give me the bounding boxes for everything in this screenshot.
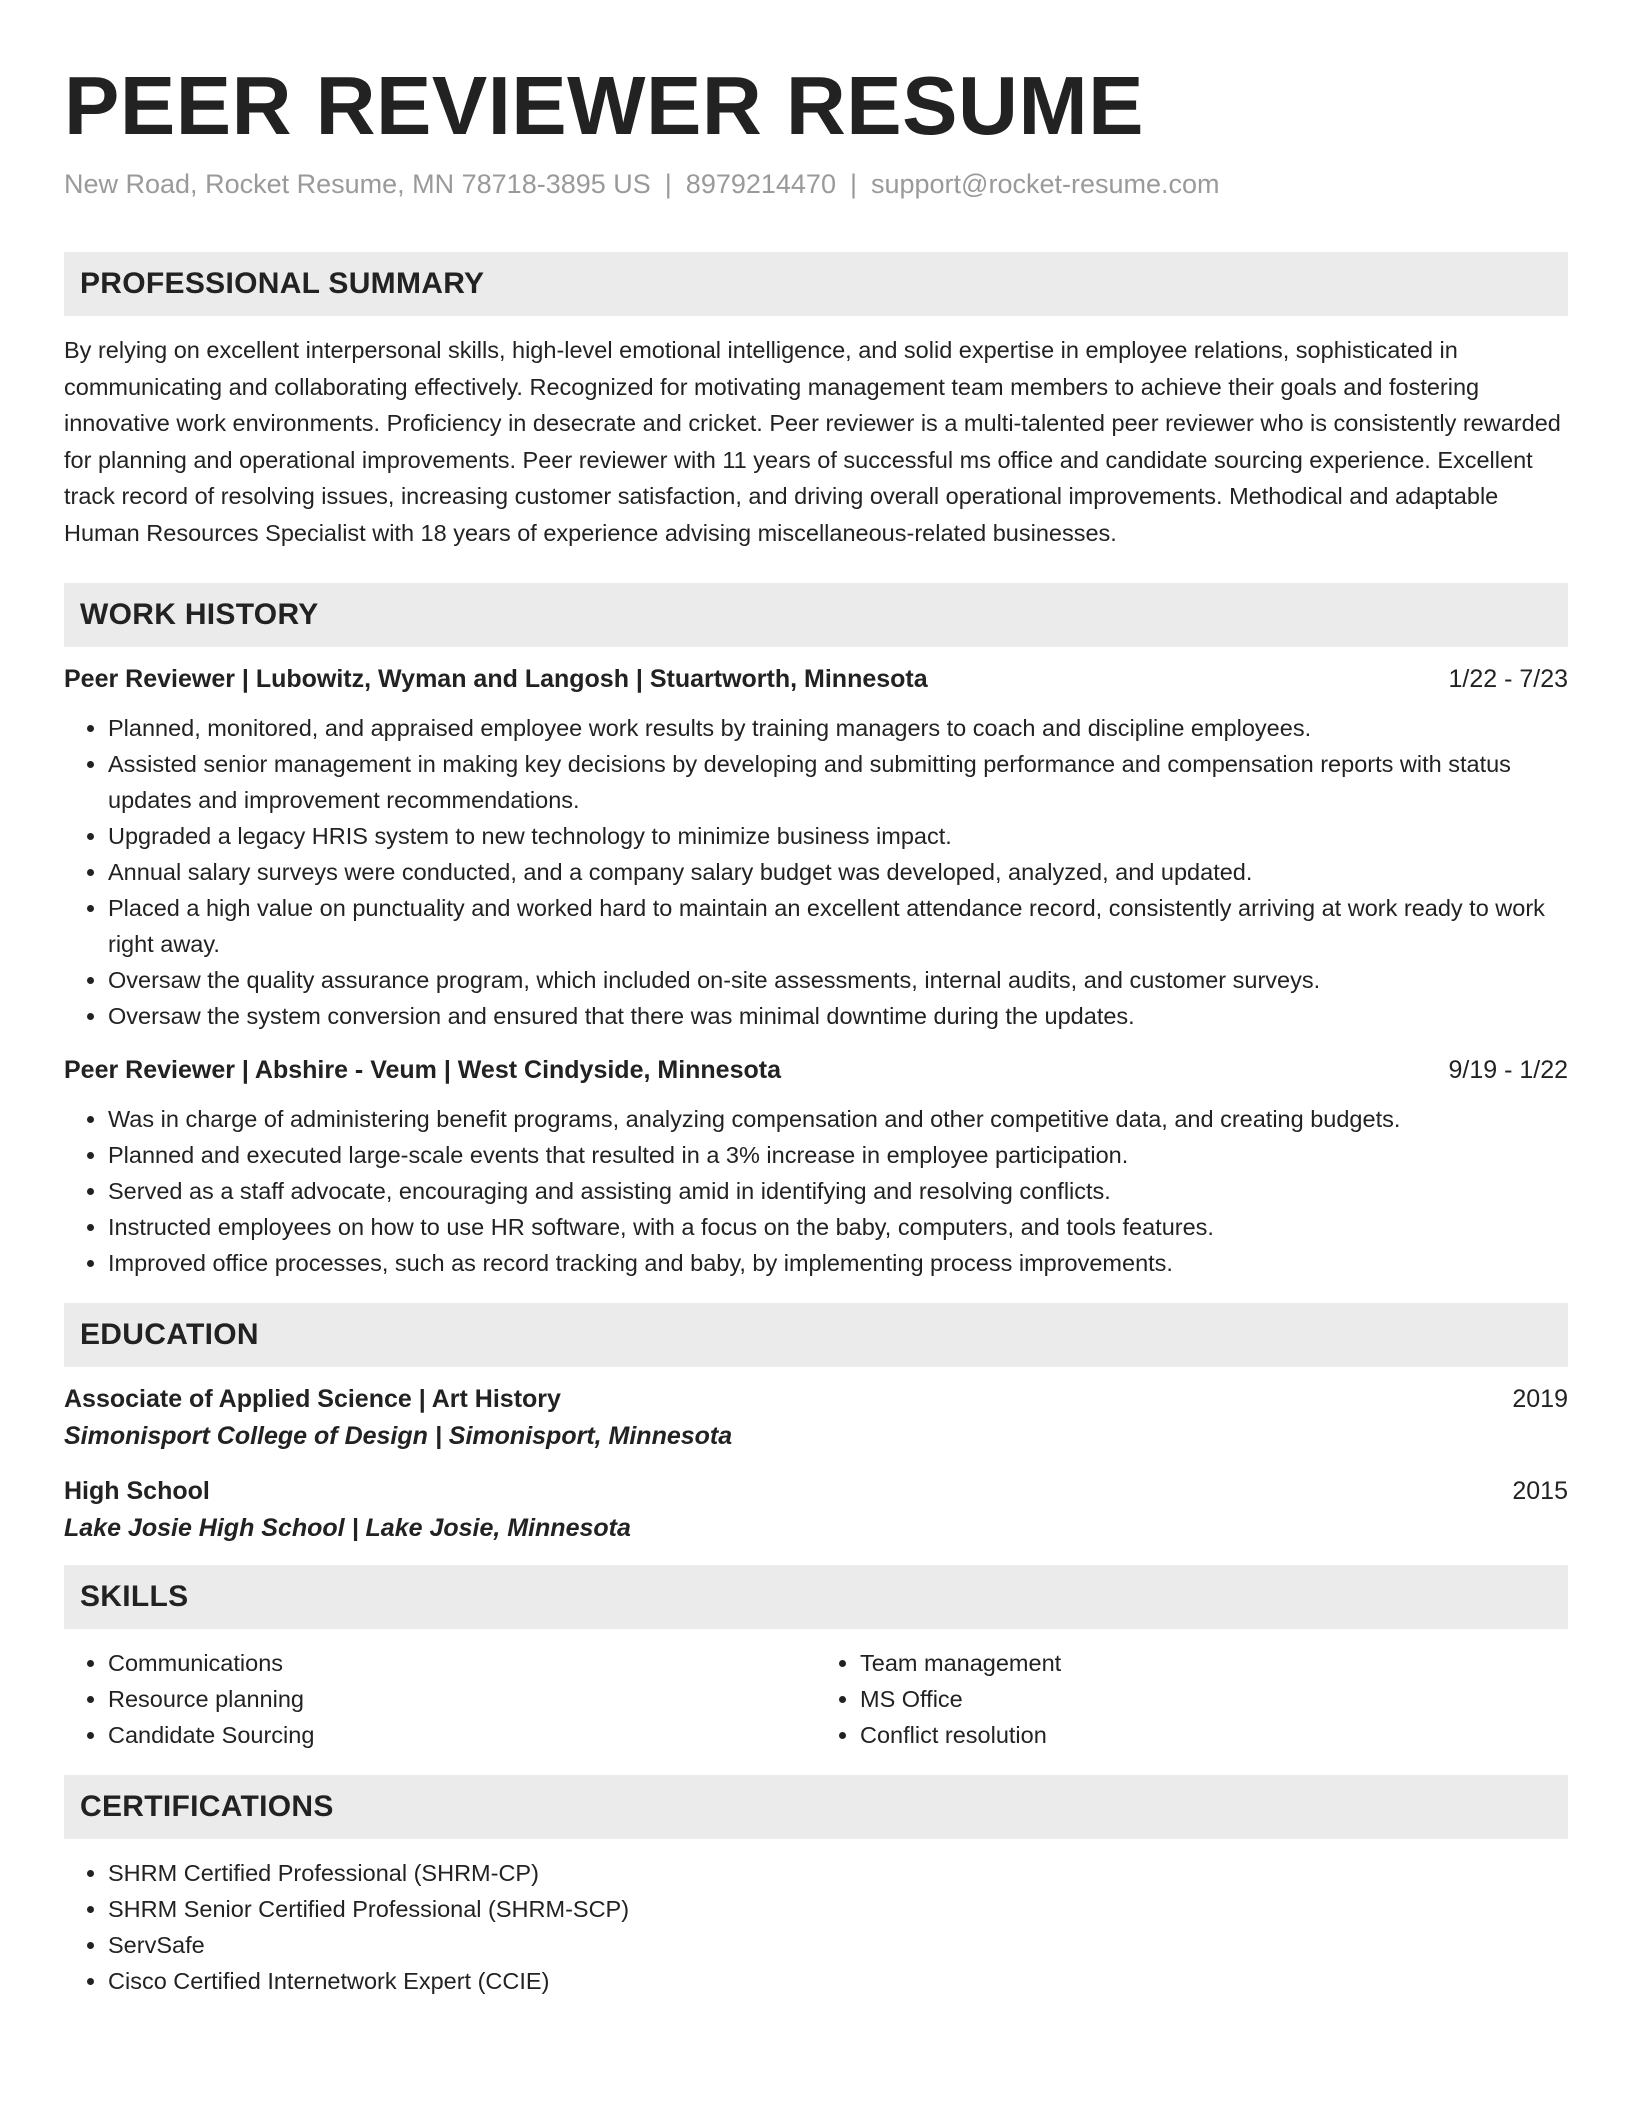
list-item: • Oversaw the quality assurance program, which included on-site assessments, internal audits, and customer surveys.	[108, 962, 1568, 998]
contact-address: New Road, Rocket Resume, MN 78718-3895 US	[64, 169, 651, 199]
education-school: Simonisport College of Design | Simonisport, Minnesota	[64, 1422, 733, 1450]
list-item: • SHRM Certified Professional (SHRM-CP)	[108, 1855, 1568, 1891]
list-item: • Cisco Certified Internetwork Expert (CCIE)	[108, 1963, 1568, 1999]
list-item: • Improved office processes, such as record tracking and baby, by implementing process improvements.	[108, 1245, 1568, 1281]
list-item: • Placed a high value on punctuality and worked hard to maintain an excellent attendance record, consistently arriving at work ready to work right away.	[108, 890, 1568, 962]
education-entry	[64, 1477, 1568, 1543]
job-bullets	[64, 710, 1568, 1034]
list-item: • Served as a staff advocate, encouraging and assisting amid in identifying and resolving conflicts.	[108, 1173, 1568, 1209]
list-item: • Communications	[108, 1645, 816, 1681]
education-school: Lake Josie High School | Lake Josie, Minnesota	[64, 1514, 631, 1542]
contact-line	[64, 169, 1568, 200]
list-item: • Resource planning	[108, 1681, 816, 1717]
list-item: • SHRM Senior Certified Professional (SHRM-SCP)	[108, 1891, 1568, 1927]
skills-list-right	[816, 1645, 1568, 1753]
list-item: • Oversaw the system conversion and ensured that there was minimal downtime during the updates.	[108, 998, 1568, 1034]
education-degree: Associate of Applied Science | Art History	[64, 1385, 561, 1413]
list-item: • Annual salary surveys were conducted, and a company salary budget was developed, analyzed, and updated.	[108, 854, 1568, 890]
section-header-summary: PROFESSIONAL SUMMARY	[64, 252, 1568, 316]
education-year: 2015	[1512, 1477, 1568, 1505]
list-item: • Conflict resolution	[860, 1717, 1568, 1753]
skills-list-left	[64, 1645, 816, 1753]
summary-text: By relying on excellent interpersonal skills, high-level emotional intelligence, and solid expertise in employee relations, sophisticated in communicating and collaborating effectively. Recognized for motivating management team members to achieve their goals and fostering innovative work environments. Proficiency in desecrate and cricket. Peer reviewer is a multi-talented peer reviewer who is consistently rewarded for planning and operational improvements. Peer reviewer with 11 years of successful ms office and candidate sourcing experience. Excellent track record of resolving issues, increasing customer satisfaction, and driving overall operational improvements. Methodical and adaptable Human Resources Specialist with 18 years of experience advising miscellaneous-related businesses.	[64, 337, 1561, 546]
resume-title: PEER REVIEWER RESUME	[64, 59, 1144, 152]
certifications-list	[64, 1855, 1568, 1999]
section-header-education: EDUCATION	[64, 1303, 1568, 1367]
job-dates: 9/19 - 1/22	[1448, 1056, 1568, 1084]
job-header	[64, 1056, 1568, 1085]
resume-page	[64, 0, 1568, 1999]
job-header	[64, 665, 1568, 694]
list-item: • MS Office	[860, 1681, 1568, 1717]
list-item: • Assisted senior management in making key decisions by developing and submitting performance and compensation reports with status updates and improvement recommendations.	[108, 746, 1568, 818]
section-header-certifications: CERTIFICATIONS	[64, 1775, 1568, 1839]
list-item: • ServSafe	[108, 1927, 1568, 1963]
section-header-skills: SKILLS	[64, 1565, 1568, 1629]
job-title: Peer Reviewer | Lubowitz, Wyman and Langosh | Stuartworth, Minnesota	[64, 665, 928, 693]
job-entry	[64, 665, 1568, 1034]
job-title: Peer Reviewer | Abshire - Veum | West Cindyside, Minnesota	[64, 1056, 781, 1084]
education-entry	[64, 1385, 1568, 1451]
job-entry	[64, 1056, 1568, 1281]
list-item: • Instructed employees on how to use HR software, with a focus on the baby, computers, and tools features.	[108, 1209, 1568, 1245]
list-item: • Team management	[860, 1645, 1568, 1681]
job-dates: 1/22 - 7/23	[1448, 665, 1568, 693]
contact-email: support@rocket-resume.com	[870, 169, 1220, 199]
list-item: • Planned and executed large-scale events that resulted in a 3% increase in employee participation.	[108, 1137, 1568, 1173]
contact-phone: 8979214470	[685, 169, 836, 199]
list-item: • Was in charge of administering benefit programs, analyzing compensation and other competitive data, and creating budgets.	[108, 1101, 1568, 1137]
contact-separator: |	[849, 169, 857, 199]
job-bullets	[64, 1101, 1568, 1281]
list-item: • Upgraded a legacy HRIS system to new technology to minimize business impact.	[108, 818, 1568, 854]
contact-separator: |	[664, 169, 672, 199]
skills-grid	[64, 1645, 1568, 1753]
section-header-work-history: WORK HISTORY	[64, 583, 1568, 647]
list-item: • Planned, monitored, and appraised employee work results by training managers to coach and discipline employees.	[108, 710, 1568, 746]
education-year: 2019	[1512, 1385, 1568, 1413]
education-degree: High School	[64, 1477, 210, 1505]
education-header	[64, 1385, 1568, 1414]
list-item: • Candidate Sourcing	[108, 1717, 816, 1753]
education-header	[64, 1477, 1568, 1506]
